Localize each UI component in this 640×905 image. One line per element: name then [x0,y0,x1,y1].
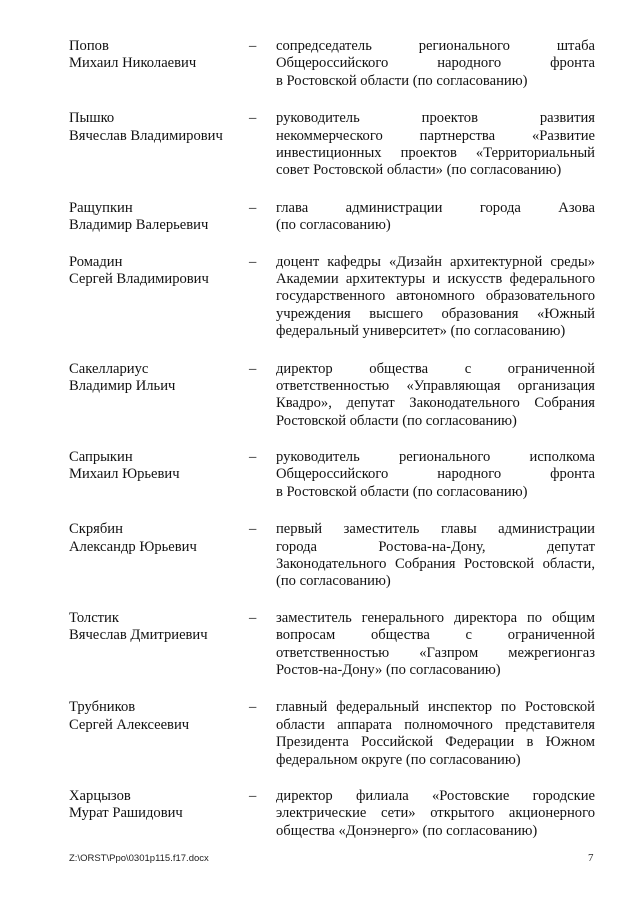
position-line: (по согласованию) [276,573,391,590]
member-position [276,788,595,840]
dash-separator: – [249,521,257,538]
member-given-names: Михаил Николаевич [69,55,197,72]
dash-separator: – [249,360,257,377]
dash-separator: – [249,787,257,804]
member-position [276,361,595,431]
position-line: вопросам общества с ограниченной [276,627,595,644]
member-given-names: Владимир Валерьевич [69,217,209,234]
position-line: в Ростовской области (по согласованию) [276,483,528,500]
footer-file-path: Z:\ORST\Ppo\0301p115.f17.docx [69,853,209,864]
position-line: директор филиала «Ростовские городские [276,787,595,804]
position-line: Законодательного Собрания Ростовской области, [276,556,595,573]
member-name [69,449,249,484]
member-position [276,521,595,591]
position-line: федеральный университет» (по согласованию) [276,323,566,340]
member-given-names: Вячеслав Владимирович [69,127,223,144]
member-surname: Толстик [69,609,119,626]
member-surname: Трубников [69,699,136,716]
member-surname: Ращупкин [69,199,133,216]
member-given-names: Мурат Рашидович [69,805,183,822]
position-line: директор общества с ограниченной [276,360,595,377]
member-name [69,361,249,396]
position-line: главный федеральный инспектор по Ростовской [276,699,595,716]
member-position [276,610,595,680]
member-name [69,699,249,734]
position-line: в Ростовской области (по согласованию) [276,72,528,89]
position-line: (по согласованию) [276,217,391,234]
member-given-names: Михаил Юрьевич [69,466,180,483]
dash-separator: – [249,199,257,216]
position-line: города Ростова-на-Дону, депутат [276,538,595,555]
member-name [69,521,249,556]
position-line: Академии архитектуры и искусств федерального [276,270,595,287]
list-item [69,254,595,341]
position-line: руководитель регионального исполкома [276,449,595,466]
member-name [69,254,249,289]
page-number: 7 [588,852,594,864]
position-line: государственного автономного образовательного [276,288,595,305]
dash-separator: – [249,609,257,626]
position-line: сопредседатель регионального штаба [276,38,595,54]
position-line: Президента Российской Федерации в Южном [276,734,595,751]
member-surname: Пышко [69,110,115,127]
dash-separator: – [249,449,257,466]
member-position [276,200,595,235]
member-given-names: Сергей Владимирович [69,270,209,287]
member-given-names: Вячеслав Дмитриевич [69,627,208,644]
member-surname: Харцызов [69,787,131,804]
list-item [69,610,595,680]
member-given-names: Александр Юрьевич [69,538,197,555]
member-surname: Скрябин [69,521,123,538]
list-item [69,38,595,90]
position-line: Общероссийского народного фронта [276,466,595,483]
member-list [69,38,595,840]
member-name [69,200,249,235]
position-line: Общероссийского народного фронта [276,55,595,72]
member-given-names: Сергей Алексеевич [69,716,190,733]
position-line: электрические сети» открытого акционерного [276,805,595,822]
position-line: области аппарата полномочного представителя [276,716,595,733]
position-line: Квадро», депутат Законодательного Собрания [276,395,595,412]
member-surname: Сакеллариус [69,360,149,377]
position-line: федеральном округе (по согласованию) [276,751,521,768]
member-name [69,610,249,645]
position-line: глава администрации города Азова [276,199,595,216]
member-surname: Сапрыкин [69,449,133,466]
dash-separator: – [249,253,257,270]
list-item [69,699,595,769]
list-item [69,788,595,840]
member-name [69,38,249,73]
list-item [69,200,595,235]
position-line: Ростовской области (по согласованию) [276,412,517,429]
list-item [69,361,595,431]
member-position [276,449,595,501]
position-line: первый заместитель главы администрации [276,521,595,538]
list-item [69,521,595,591]
member-position [276,699,595,769]
member-position [276,110,595,180]
position-line: ответственностью «Газпром межрегионгаз [276,644,595,661]
member-given-names: Владимир Ильич [69,377,176,394]
position-line: заместитель генерального директора по общим [276,609,595,626]
member-surname: Ромадин [69,253,123,270]
dash-separator: – [249,699,257,716]
member-name [69,110,249,145]
position-line: совет Ростовской области» (по согласованию) [276,162,562,179]
dash-separator: – [249,38,257,54]
list-item [69,110,595,180]
position-line: инвестиционных проектов «Территориальный [276,144,595,161]
position-line: учреждения высшего образования «Южный [276,305,595,322]
member-surname: Попов [69,38,109,54]
position-line: доцент кафедры «Дизайн архитектурной среды» [276,253,595,270]
member-position [276,38,595,90]
member-position [276,254,595,341]
position-line: некоммерческого партнерства «Развитие [276,127,595,144]
member-name [69,788,249,823]
position-line: руководитель проектов развития [276,110,595,127]
position-line: ответственностью «Управляющая организация [276,377,595,394]
position-line: Ростов-на-Дону» (по согласованию) [276,661,501,678]
dash-separator: – [249,110,257,127]
position-line: общества «Донэнерго» (по согласованию) [276,822,538,839]
list-item [69,449,595,501]
